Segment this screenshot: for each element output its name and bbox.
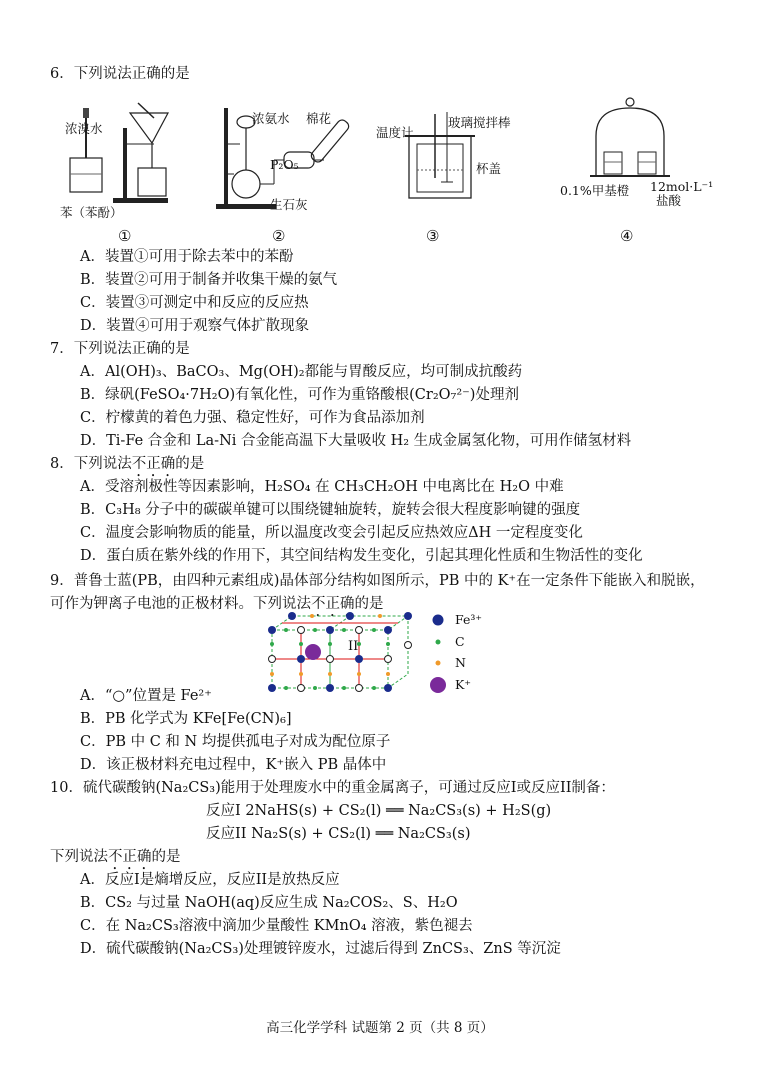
legend-c: C	[455, 634, 465, 649]
q10-stem: 10．硫代碳酸钠(Na₂CS₃)能用于处理废水中的重金属离子，可通过反应I或反应II制备：	[50, 780, 615, 796]
label-conc-ammonia: 浓氨水	[252, 111, 290, 126]
circled-4: ④	[620, 227, 634, 245]
crystal-structure-figure	[262, 612, 422, 696]
label-hcl-conc: 12mol·L⁻¹	[650, 179, 714, 194]
q6-stem: 6．下列说法正确的是	[50, 66, 190, 82]
q10-option-b: B．CS₂ 与过量 NaOH(aq)反应生成 Na₂COS₂、S、H₂O	[80, 895, 458, 911]
circled-2: ②	[272, 227, 286, 245]
q9-stem-pre: 可作为钾离子电池的正极材料。下列说法	[50, 596, 311, 612]
q9-stem-post: 的是	[354, 596, 384, 612]
q8-option-c: C．温度会影响物质的能量，所以温度改变会引起反应热效应ΔH 一定程度变化	[80, 525, 583, 541]
label-bromine-water: 浓溴水	[65, 121, 103, 136]
q10-substem-post: 的是	[151, 849, 181, 865]
q9-stem-emphasis: 不正确	[311, 596, 355, 612]
circled-3: ③	[426, 227, 440, 245]
label-methyl-orange: 0.1%甲基橙	[560, 183, 630, 198]
page-footer: 高三化学学科 试题第 2 页（共 8 页）	[266, 1020, 494, 1036]
q7-option-b: B．绿矾(FeSO₄·7H₂O)有氧化性，可作为重铬酸根(Cr₂O₇²⁻)处理剂	[80, 387, 519, 403]
q10-option-a: A．反应I是熵增反应，反应II是放热反应	[80, 872, 340, 888]
q9-option-c: C．PB 中 C 和 N 均提供孤电子对成为配位原子	[80, 734, 391, 750]
q10-option-d: D．硫代碳酸钠(Na₂CS₃)处理镀锌废水，过滤后得到 ZnCS₃、ZnS 等沉淀	[80, 941, 561, 957]
label-hcl-name: 盐酸	[656, 193, 682, 208]
label-cotton: 棉花	[306, 111, 332, 126]
label-stirrer: 玻璃搅拌棒	[448, 115, 511, 130]
q10-option-c: C．在 Na₂CS₃溶液中滴加少量酸性 KMnO₄ 溶液，紫色褪去	[80, 918, 473, 934]
cube-label: II	[348, 639, 359, 654]
legend-swatches	[428, 612, 448, 694]
q9-option-b: B．PB 化学式为 KFe[Fe(CN)₆]	[80, 711, 292, 727]
legend-n: N	[455, 655, 466, 670]
legend-fe3: Fe³⁺	[455, 612, 482, 627]
q9-option-d: D．该正极材料充电过程中，K⁺嵌入 PB 晶体中	[80, 757, 387, 773]
label-thermometer: 温度计	[376, 125, 414, 140]
q10-substem-pre: 下列说法	[50, 849, 108, 865]
q8-stem-emphasis: 不正确	[131, 456, 176, 472]
q6-option-c: C．装置③可测定中和反应的反应热	[80, 295, 309, 311]
q6-option-b: B．装置②可用于制备并收集干燥的氨气	[80, 272, 338, 288]
q7-stem: 7．下列说法正确的是	[50, 341, 190, 357]
q8-option-b: B．C₃H₈ 分子中的碳碳单键可以围绕键轴旋转，旋转会很大程度影响键的强度	[80, 502, 581, 518]
legend-k: K⁺	[455, 677, 471, 692]
q6-option-d: D．装置④可用于观察气体扩散现象	[80, 318, 310, 334]
q9-stem-line1: 9．普鲁士蓝(PB，由四种元素组成)晶体部分结构如图所示，PB 中的 K⁺在一定条件下能嵌入和脱嵌，	[50, 573, 705, 589]
label-lid: 杯盖	[476, 161, 502, 176]
circled-1: ①	[118, 227, 132, 245]
label-p2o5: P₂O₅	[270, 157, 299, 172]
q8-stem-pre: 8．下列说法	[50, 456, 132, 472]
q7-option-a: A．Al(OH)₃、BaCO₃、Mg(OH)₂都能与胃酸反应，均可制成抗酸药	[80, 364, 523, 380]
q10-reaction-2: 反应II Na₂S(s) + CS₂(l) ══ Na₂CS₃(s)	[206, 826, 471, 842]
q8-stem-post: 的是	[175, 456, 205, 472]
q10-substem-emphasis: 不正确	[108, 849, 152, 865]
q7-option-d: D．Ti-Fe 合金和 La-Ni 合金能高温下大量吸收 H₂ 生成金属氢化物，可用作储氢材料	[80, 433, 632, 449]
q7-option-c: C．柠檬黄的着色力强、稳定性好，可作为食品添加剂	[80, 410, 425, 426]
q10-reaction-1: 反应I 2NaHS(s) + CS₂(l) ══ Na₂CS₃(s) + H₂S(g)	[206, 803, 552, 819]
q8-option-d: D．蛋白质在紫外线的作用下，其空间结构发生变化，引起其理化性质和生物活性的变化	[80, 548, 643, 564]
q8-option-a: A．受溶剂极性等因素影响，H₂SO₄ 在 CH₃CH₂OH 中电离比在 H₂O 中难	[80, 479, 564, 495]
q6-option-a: A．装置①可用于除去苯中的苯酚	[80, 249, 294, 265]
label-benzene-phenol: 苯（苯酚）	[60, 205, 123, 220]
apparatus-1-figure	[58, 98, 178, 218]
q9-option-a: A．“○”位置是 Fe²⁺	[80, 688, 212, 704]
label-quicklime: 生石灰	[270, 197, 308, 212]
